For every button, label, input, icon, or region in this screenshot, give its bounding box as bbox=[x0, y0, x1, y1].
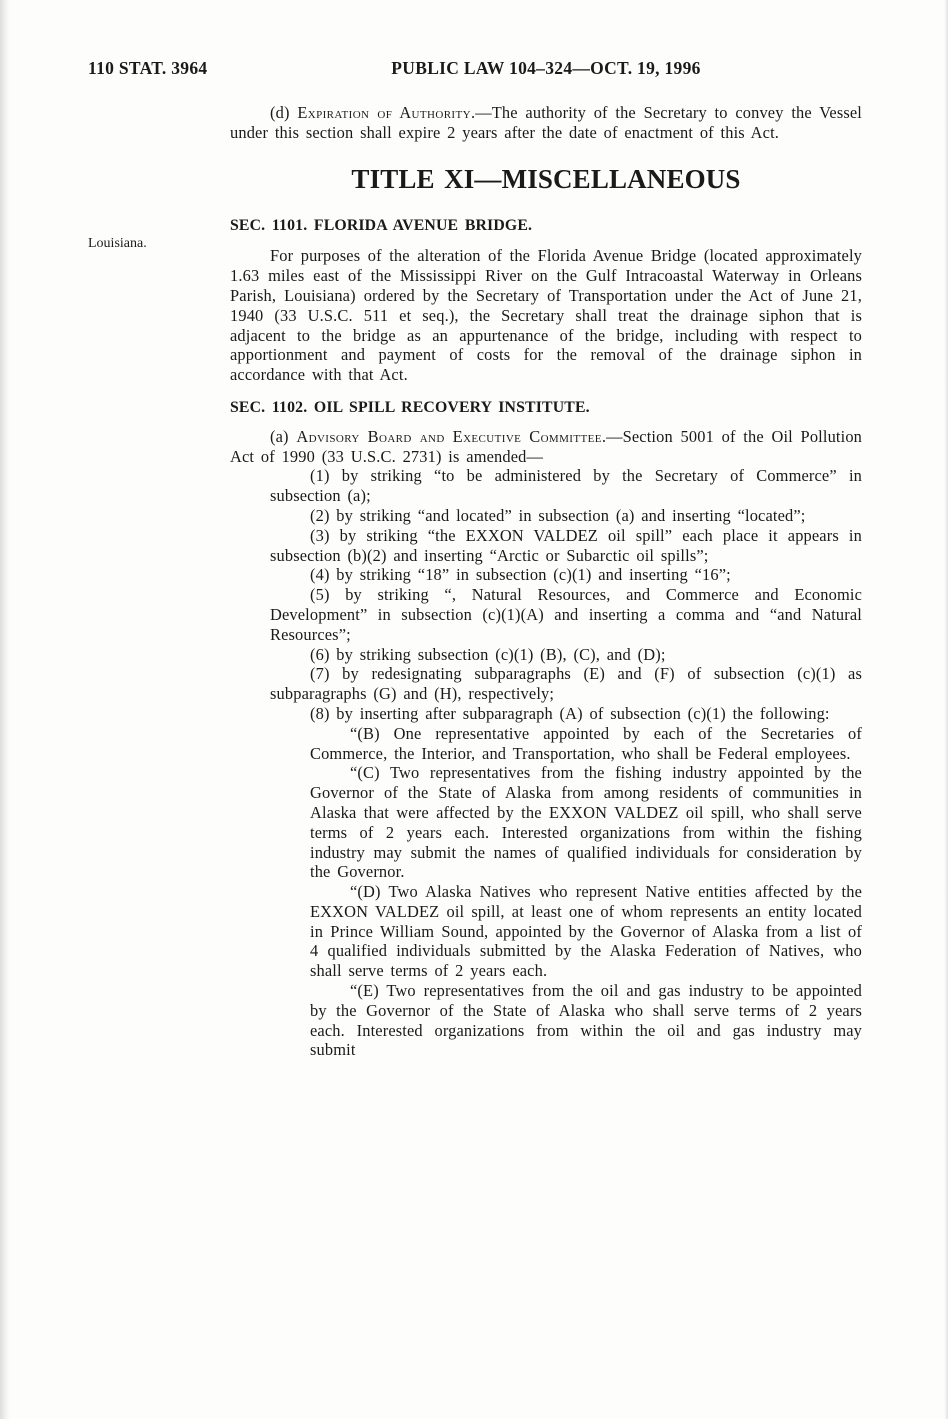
sec-1101-body: For purposes of the alteration of the Florida Avenue Bridge (located approximately 1.63 miles east of the Mississippi River on the Gulf Intracoastal Waterway in Orleans Parish, Louisiana) ordered by the Secretary of Transportation under the Act of June 21, 1940 (33 U.S.C. 511 et seq.), the Secretary shall treat the drainage siphon that is adjacent to the bridge as an appurtenance of the bridge, including with respect to apportionment and payment of costs for the removal of the drainage siphon in accordance with that Act. bbox=[230, 246, 862, 385]
paragraph-d-smallcaps: Expiration of Authority bbox=[297, 103, 471, 122]
amendment-item-5: (5) by striking “, Natural Resources, and Commerce and Economic Development” in subsection (c)(1)(A) and inserting a comma and “and Natural Resources”; bbox=[270, 585, 862, 644]
page-header bbox=[0, 58, 948, 80]
quoted-subparagraph-B: “(B) One representative appointed by each of the Secretaries of Commerce, the Interior, and Transportation, who shall be Federal employees. bbox=[310, 723, 862, 763]
paragraph-d-text: .—The authority of the Secretary to convey the Vessel under this section shall expire 2 years after the date of enactment of this Act. bbox=[230, 103, 863, 142]
margin-note-louisiana: Louisiana. bbox=[88, 236, 147, 251]
quoted-subparagraph-D: “(D) Two Alaska Natives who represent Native entities affected by the EXXON VALDEZ oil spill, at least one of whom represents an entity located in Prince William Sound, appointed by the Governor of Alaska from a list of 4 qualified individuals submitted by the Alaska Federation of Natives, who shall serve terms of 2 years each. bbox=[310, 882, 862, 981]
paragraph-a-smallcaps: Advisory Board and Executive Committee bbox=[296, 426, 602, 446]
quoted-subparagraph-C: “(C) Two representatives from the fishing industry appointed by the Governor of the State of Alaska from among residents of communities in Alaska that were affected by the EXXON VALDEZ oil spill, who shall serve terms of 2 years each. Interested organizations from within the fishing industry may submit the names of qualified individuals for consideration by the Governor. bbox=[310, 763, 862, 882]
amendment-item-4: (4) by striking “18” in subsection (c)(1) and inserting “16”; bbox=[310, 565, 731, 585]
stat-number: 110 STAT. 3964 bbox=[88, 58, 208, 78]
amendment-item-8: (8) by inserting after subparagraph (A) of subsection (c)(1) the following: bbox=[310, 703, 830, 723]
amendment-item-6: (6) by striking subsection (c)(1) (B), (C), and (D); bbox=[310, 644, 666, 664]
sec-1102-heading: SEC. 1102. OIL SPILL RECOVERY INSTITUTE. bbox=[230, 398, 590, 416]
scan-edge-left bbox=[0, 0, 10, 1419]
paragraph-a-label: (a) bbox=[270, 426, 297, 446]
sec-1102-paragraph-a bbox=[230, 427, 862, 467]
amendment-item-1: (1) by striking “to be administered by the Secretary of Commerce” in subsection (a); bbox=[270, 466, 862, 506]
amendment-item-7: (7) by redesignating subparagraphs (E) and (F) of subsection (c)(1) as subparagraphs (G) and (H), respectively; bbox=[270, 664, 862, 704]
title-xi-heading: TITLE XI—MISCELLANEOUS bbox=[351, 163, 741, 194]
paragraph-a-text: .—Section 5001 of the Oil Pollution Act of 1990 (33 U.S.C. 2731) is amended— bbox=[230, 426, 863, 466]
scan-edge-right bbox=[944, 0, 948, 1419]
paragraph-d-label: (d) bbox=[270, 103, 298, 122]
sec-1101-heading: SEC. 1101. FLORIDA AVENUE BRIDGE. bbox=[230, 216, 533, 234]
law-title: PUBLIC LAW 104–324—OCT. 19, 1996 bbox=[391, 58, 701, 78]
page-body bbox=[230, 103, 862, 1060]
paragraph-d bbox=[230, 103, 862, 143]
amendment-item-2: (2) by striking “and located” in subsection (a) and inserting “located”; bbox=[310, 505, 806, 525]
amendment-item-3: (3) by striking “the EXXON VALDEZ oil spill” each place it appears in subsection (b)(2) and inserting “Arctic or Subarctic oil spills”; bbox=[270, 525, 862, 565]
quoted-subparagraph-E: “(E) Two representatives from the oil and gas industry to be appointed by the Governor of the State of Alaska who shall serve terms of 2 years each. Interested organizations from within the oil and gas industry may submit bbox=[310, 981, 862, 1060]
